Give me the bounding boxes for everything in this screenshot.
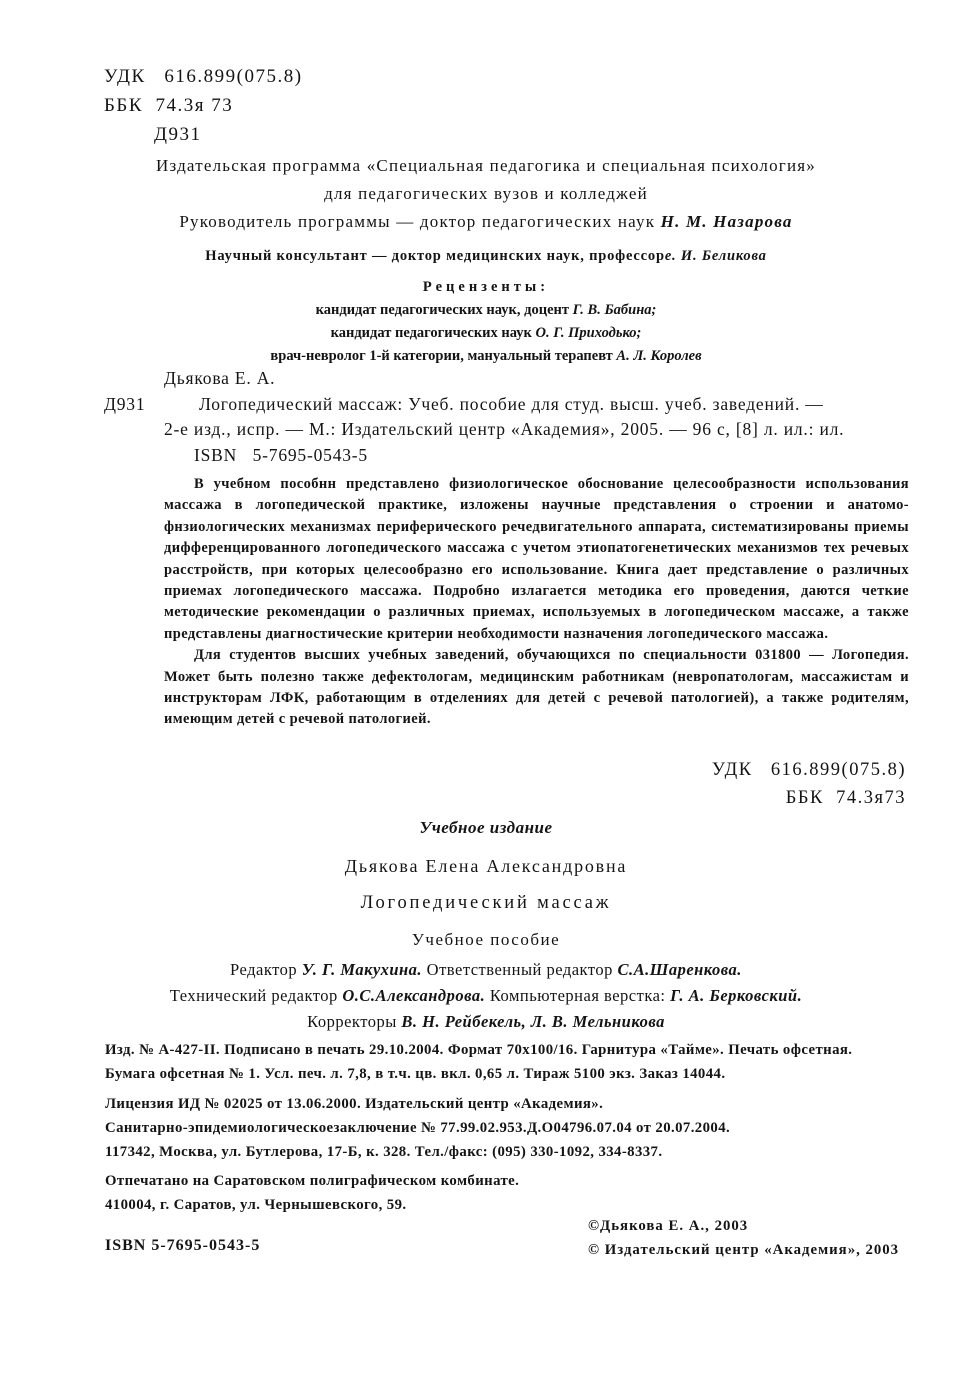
catalog-description-line-1: Логопедический массаж: Учеб. пособие для студ. высш. учеб. заведений. — bbox=[199, 393, 824, 414]
staff-name: Г. А. Берковский. bbox=[670, 986, 803, 1005]
program-leader-line bbox=[0, 208, 972, 236]
staff-name: О.С.Александрова. bbox=[342, 986, 486, 1005]
imprint-line-6: Отпечатано на Саратовском полиграфическом комбинате. bbox=[105, 1173, 520, 1189]
annotation-paragraph-2: Для студентов высших учебных заведений, обучающихся по специальности 031800 — Логопедия. Может быть полезно также дефектологам, медицинским работникам (невропатологам, массажистам и инструкторам ЛФК, работающим в отделениях для детей с речевой патологией), а также родителям, имеющим детей с речевой патологией. bbox=[164, 647, 909, 728]
reviewer-line bbox=[0, 299, 972, 322]
staff-name: В. Н. Рейбекель, Л. В. Мельникова bbox=[401, 1012, 665, 1031]
staff-role: Технический редактор bbox=[169, 986, 338, 1005]
reviewer-line bbox=[0, 345, 972, 368]
program-leader-prefix: Руководитель программы — доктор педагогических наук bbox=[179, 212, 656, 231]
science-consultant-line bbox=[0, 248, 972, 265]
catalog-description-row bbox=[104, 392, 844, 418]
isbn-card: ISBN 5-7695-0543-5 bbox=[194, 444, 368, 465]
reviewer-name: О. Г. Приходько; bbox=[535, 325, 642, 341]
imprint-print-details bbox=[105, 1038, 852, 1086]
reviewer-role: кандидат педагогических наук, доцент bbox=[315, 302, 569, 318]
author-sign-top: Д931 bbox=[154, 124, 202, 145]
consultant-name: е. И. Беликова bbox=[664, 248, 767, 264]
program-line-2: для педагогических вузов и колледжей bbox=[324, 184, 648, 203]
catalog-description-line-2: 2-е изд., испр. — М.: Издательский центр «Академия», 2005. — 96 с, [8] л. ил.: ил. bbox=[164, 419, 845, 439]
reviewers-block bbox=[0, 276, 972, 368]
imprint-line-3: Лицензия ИД № 02025 от 13.06.2000. Издательский центр «Академия». bbox=[105, 1096, 604, 1112]
book-subtitle: Учебное пособие bbox=[411, 930, 561, 949]
imprint-printer-details bbox=[105, 1169, 519, 1217]
imprint-line-4: Санитарно-эпидемиологическоезаключение № 77.99.02.953.Д.О04796.07.04 от 20.07.2004. bbox=[105, 1120, 731, 1136]
program-leader-name: Н. М. Назарова bbox=[660, 212, 793, 231]
staff-line-3 bbox=[0, 1009, 972, 1035]
author-sign-card: Д931 bbox=[104, 393, 146, 414]
reviewer-role: кандидат педагогических наук bbox=[330, 325, 532, 341]
staff-name: С.А.Шаренкова. bbox=[617, 960, 742, 979]
imprint-line-5: 117342, Москва, ул. Бутлерова, 17-Б, к. 328. Тел./факс: (095) 330-1092, 334-8337. bbox=[105, 1144, 663, 1160]
imprint-line-2: Бумага офсетная № 1. Усл. печ. л. 7,8, в т.ч. цв. вкл. 0,65 л. Тираж 5100 экз. Заказ 14044. bbox=[105, 1066, 726, 1082]
staff-role: Ответственный редактор bbox=[426, 960, 613, 979]
staff-line-1 bbox=[0, 957, 972, 983]
catalog-author: Дьякова Е. А. bbox=[164, 368, 276, 388]
udk-code-bottom: УДК 616.899(075.8) bbox=[711, 760, 906, 780]
reviewers-heading: Рецензенты: bbox=[422, 279, 550, 295]
staff-role: Корректоры bbox=[307, 1012, 397, 1031]
udk-code-top: УДК 616.899(075.8) bbox=[104, 66, 303, 87]
staff-line-2 bbox=[0, 983, 972, 1009]
catalog-card bbox=[104, 366, 844, 468]
bbk-code-bottom: ББК 74.3я73 bbox=[785, 787, 906, 808]
edition-author-full-name: Дьякова Елена Александровна bbox=[344, 856, 628, 876]
consultant-prefix: Научный консультант — доктор медицинских наук, профессор bbox=[205, 248, 665, 264]
staff-role: Редактор bbox=[230, 960, 298, 979]
bbk-code-top: ББК 74.3я 73 bbox=[104, 95, 234, 116]
top-classification-codes bbox=[104, 62, 303, 149]
bottom-classification-codes bbox=[472, 757, 906, 812]
editorial-staff-block bbox=[0, 957, 972, 1035]
annotation-paragraph-1: В учебном пособнн представлено физиологическое обоснование целесообразности использования массажа в логопедической практике, изложены научные представления о строении и анатомо-фнзиологических механизмах периферического речедвигательного аппарата, систематизированы приемы дифференцированного логопедического массажа с учетом этиопатогенетических механизмов тех речевых расстройств, при которых целесообразно его использование. Книга дает представление о различных приемах логопедического массажа. Подробно излагается методика его проведения, даются четкие методические рекомендации о различных приемах, используемых в логопедическом массаже, а также представлены диагностические критерии необходимости назначения логопедического массажа. bbox=[164, 476, 909, 642]
copyright-publisher: © Издательский центр «Академия», 2003 bbox=[588, 1241, 900, 1258]
reviewer-role: врач-невролог 1-й категории, мануальный терапевт bbox=[270, 348, 613, 364]
imprint-line-7: 410004, г. Саратов, ул. Чернышевского, 59. bbox=[105, 1197, 407, 1213]
reviewer-name: А. Л. Королев bbox=[616, 348, 702, 364]
reviewer-line bbox=[0, 322, 972, 345]
copyright-block bbox=[588, 1215, 899, 1262]
book-title: Логопедический массаж bbox=[360, 893, 612, 913]
program-line-1: Издательская программа «Специальная педагогика и специальная психология» bbox=[156, 156, 816, 175]
imprint-line-1: Изд. № А-427-II. Подписано в печать 29.10.2004. Формат 70х100/16. Гарнитура «Тайме». Печать офсетная. bbox=[105, 1042, 853, 1058]
isbn-footer: ISBN 5-7695-0543-5 bbox=[105, 1237, 261, 1254]
annotation-block bbox=[164, 474, 909, 731]
copyright-author: ©Дьякова Е. А., 2003 bbox=[588, 1218, 749, 1234]
publishing-program-block bbox=[0, 152, 972, 236]
staff-role: Компьютерная верстка: bbox=[489, 986, 666, 1005]
edition-type-label: Учебное издание bbox=[419, 818, 553, 837]
reviewer-name: Г. В. Бабина; bbox=[572, 302, 657, 318]
imprint-license-details bbox=[105, 1092, 730, 1164]
staff-name: У. Г. Макухина. bbox=[301, 960, 423, 979]
